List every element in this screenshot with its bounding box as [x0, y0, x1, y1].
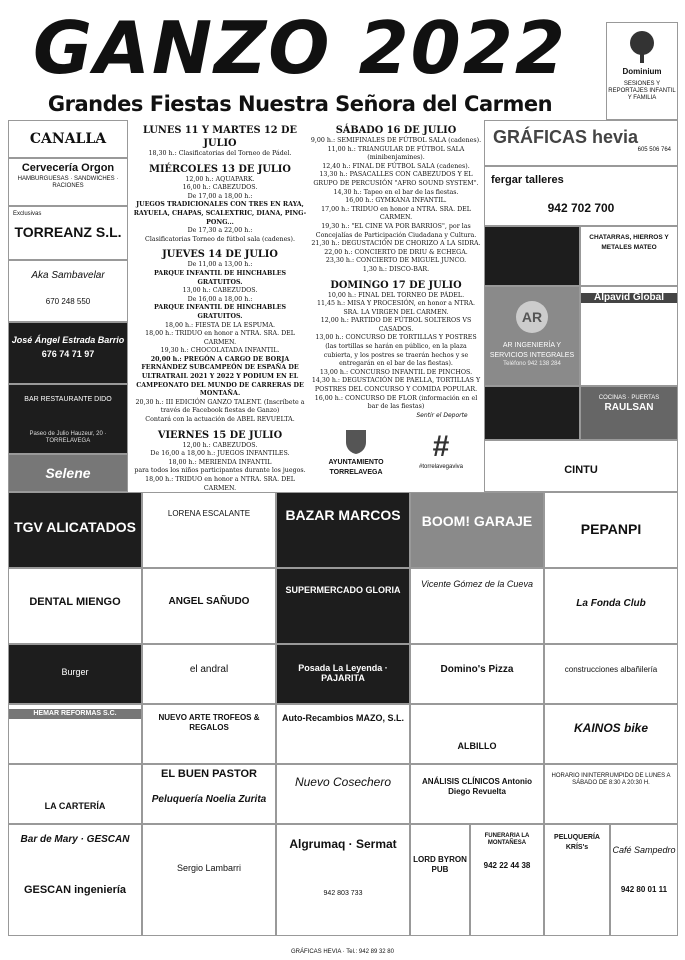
fergar-ad — [484, 166, 678, 226]
marcos-ad — [276, 492, 410, 568]
fergar-name: fergar talleres — [491, 174, 564, 186]
ayuntamiento-logo — [316, 428, 396, 488]
hashtag-icon: # — [432, 430, 450, 463]
akasambavelar-name: Aka Sambavelar — [31, 270, 105, 281]
angel-name: ANGEL SAÑUDO — [168, 596, 250, 607]
kriss-ad — [544, 824, 610, 936]
gloria-name: SUPERMERCADO GLORIA — [285, 585, 401, 595]
program-line: De 17,00 a 18,00 h.: — [187, 192, 253, 200]
program-line: 19,30 h.: "EL CINE VA POR BARRIOS", por las Concejalías de Participación Ciudadana y Cultura. — [315, 222, 477, 239]
sampedro-ad — [610, 824, 678, 936]
dark-promo-2 — [484, 386, 580, 440]
pepanpi-name: PEPANPI — [580, 521, 642, 537]
program-line: 9,00 h.: SEMIFINALES DE FÚTBOL SALA (cadenes). — [310, 137, 482, 144]
page-subtitle: Grandes Fiestas Nuestra Señora del Carmen — [47, 92, 553, 116]
day-heading: JUEVES 14 DE JULIO — [162, 249, 278, 261]
alpavid-name: Alpavid Global — [581, 293, 677, 303]
program-line: 16,00 h.: CONCURSO DE FLOR (información en el bar de las fiestas) — [314, 394, 478, 410]
canalla-ad — [8, 120, 128, 158]
construcciones-ad — [544, 644, 678, 704]
center-logos — [310, 408, 482, 490]
tgv-ad — [8, 492, 142, 568]
mary-gescan-ad — [8, 824, 142, 936]
kainos-name: KAINOS bike — [573, 721, 648, 735]
leyenda-ad — [276, 644, 410, 704]
lorena-name: LORENA ESCALANTE — [167, 509, 251, 518]
torreanz-name: TORREANZ S.L. — [14, 224, 122, 240]
footer-printer: GRÁFICAS HEVIA · Tel.: 942 89 32 80 — [291, 949, 394, 955]
dominium-ad — [606, 22, 678, 120]
pepanpi-ad — [544, 492, 678, 568]
day-heading: LUNES 11 Y MARTES 12 DE JULIO — [143, 125, 297, 149]
dark-promo — [484, 226, 580, 286]
cosechero-ad — [276, 764, 410, 824]
boom-name: BOOM! GARAJE — [421, 513, 533, 529]
pastor-ad — [142, 764, 276, 824]
carteria-name: LA CARTERÍA — [44, 801, 106, 811]
program-line: PARQUE INFANTIL DE HINCHABLES GRATUITOS. — [153, 269, 287, 286]
program-line: 13,30 h.: PASACALLES CON CABEZUDOS Y EL GRUPO DE PERCUSIÓN "AFRO SOUND SYSTEM". — [313, 171, 479, 187]
rumilsa-phone: 942 803 733 — [323, 890, 363, 897]
dido-ad — [8, 384, 128, 454]
vicente-ad — [410, 568, 544, 644]
raulsan-sub: COCINAS · PUERTAS — [598, 395, 660, 401]
burger-ad — [8, 644, 142, 704]
mazo-ad — [276, 704, 410, 764]
lordbyron-name: LORD BYRON PUB — [413, 855, 467, 874]
tgv-name: TGV ALICATADOS — [14, 519, 136, 535]
dominos-name: Domino's Pizza — [440, 664, 514, 675]
fonda-name: La Fonda Club — [576, 598, 646, 609]
program-line: 14,30 h.: Tapeo en el bar de las fiestas. — [333, 188, 459, 196]
estrada-name: José Ángel Estrada Barrio — [11, 335, 125, 345]
program-line: 11,00 h.: TRIANGULAR DE FÚTBOL SALA (minibenjamines). — [327, 145, 465, 162]
funeraria-phone: 942 22 44 38 — [483, 861, 531, 870]
lorena-ad — [142, 492, 276, 568]
program-line: Clasificatorias Torneo de fútbol sala (cadenes). — [145, 235, 295, 243]
program-line: De 16,00 a 18,00 h.: JUEGOS INFANTILES. — [150, 450, 290, 458]
day-heading: DOMINGO 17 DE JULIO — [330, 279, 462, 291]
program-line: JUEGOS TRADICIONALES CON TRES EN RAYA, RAYUELA, CHAPAS, SCALEXTRIC, DIANA, PING-PONG... — [133, 201, 307, 226]
ar-phone: Teléfono 942 138 284 — [503, 361, 561, 367]
burger-name: Burger — [61, 667, 89, 677]
program-line: 10,00 h.: FINAL DEL TORNEO DE PÁDEL. — [327, 291, 465, 299]
algrumaq-ad — [276, 824, 410, 936]
horario-ad — [544, 764, 678, 824]
horario-text: HORARIO ININTERRUMPIDO DE LUNES A SÁBADO DE 8:30 A 20:30 H. — [551, 773, 671, 786]
dido-name: BAR RESTAURANTE DIDO — [24, 396, 112, 403]
estrada-ad — [8, 322, 128, 384]
mateo-ad — [580, 226, 678, 286]
lambarri-name: Sergio Lambarri — [176, 863, 242, 873]
program-line: 23,30 h.: CONCIERTO DE MIGUEL JUNCO. — [325, 257, 467, 265]
dominium-tagline: SESIONES Y REPORTAJES INFANTIL Y FAMILIA — [608, 81, 676, 101]
program-line: De 16,00 a 18,00 h.: — [187, 295, 253, 303]
hevia-ad — [484, 120, 678, 166]
program-line: 18,00 h.: TRIDUO en honor a NTRA. SRA. DEL CARMEN. — [145, 476, 295, 490]
torreanz-sub: Exclusivas — [13, 211, 42, 217]
program-line: 21,30 h.: DEGUSTACIÓN DE CHORIZO A LA SIDRA. — [311, 240, 481, 248]
program-line: 18,30 h.: Clasificatorias del Torneo de Pádel. — [148, 150, 292, 157]
tree-icon — [607, 29, 677, 67]
nuevoarte-name: NUEVO ARTE TROFEOS & REGALOS — [158, 713, 260, 732]
selene-ad — [8, 454, 128, 492]
mazo-name: Auto-Recambios MAZO, S.L. — [281, 713, 404, 723]
dominos-ad — [410, 644, 544, 704]
program-line: 17,00 h.: TRIDUO en honor a NTRA. SRA. DEL CARMEN. — [321, 205, 471, 222]
estrada-phone: 676 74 71 97 — [41, 349, 95, 359]
ar-name: AR INGENIERÍA Y SERVICIOS INTEGRALES — [489, 342, 575, 359]
mateo-name: CHATARRAS, HIERROS Y METALES MATEO — [589, 234, 669, 251]
program-line: 1,30 h.: DISCO-BAR. — [362, 265, 430, 273]
program-line: 13,00 h.: CONCURSO DE TORTILLAS Y POSTRES (las tortillas se harán en público, en la plaza cubierta, y los postres se traerán hechos y se entregarán en el bar de las fiestas). — [315, 334, 477, 368]
program-line: PARQUE INFANTIL DE HINCHABLES GRATUITOS. — [153, 304, 287, 320]
andral-ad — [142, 644, 276, 704]
alpavid-ad — [580, 286, 678, 386]
ar-ad — [484, 286, 580, 386]
vicente-name: Vicente Gómez de la Cueva — [421, 579, 533, 589]
program-line: 16,00 h.: GYMKANA INFANTIL. — [345, 197, 447, 205]
orgon-name: Cervecería Orgon — [21, 162, 115, 174]
program-line: 13,00 h.: CONCURSO INFANTIL DE PINCHOS. — [319, 368, 473, 376]
fergar-phone: 942 702 700 — [547, 201, 615, 215]
akasambavelar-ad — [8, 260, 128, 322]
program-line: Contará con la actuación de ABEL REVUELTA. — [145, 416, 295, 424]
dominium-brand: Dominium — [622, 67, 662, 76]
analisis-ad — [410, 764, 544, 824]
kainos-ad — [544, 704, 678, 764]
sponsor-grid — [8, 492, 678, 944]
program-line: 11,45 h.: MISA Y PROCESIÓN, en honor a NTRA. SRA. LA VIRGEN DEL CARMEN. — [316, 300, 476, 316]
program-line: 18,00 h.: MERIENDA INFANTIL — [168, 458, 272, 466]
fonda-ad — [544, 568, 678, 644]
svg-text:AR: AR — [521, 309, 543, 325]
sentir-deporte: Sentir el Deporte — [416, 412, 468, 419]
day-heading: VIERNES 15 DE JULIO — [157, 429, 283, 441]
analisis-name: ANÁLISIS CLÍNICOS Antonio Diego Revuelta — [422, 777, 532, 796]
hashtag-text: #torrelavegaviva — [418, 464, 464, 470]
shield-icon — [316, 428, 396, 458]
program-right — [310, 120, 482, 410]
program-line: 12,00 h.: CABEZUDOS. — [182, 441, 258, 449]
cosechero-name: Nuevo Cosechero — [294, 775, 392, 789]
program-line: 13,00 h.: CABEZUDOS. — [182, 287, 258, 295]
program-line: 19,30 h.: CHOCOLATADA INFANTIL. — [160, 347, 280, 355]
albillo-ad — [410, 704, 544, 764]
orgon-ad — [8, 158, 128, 206]
akasambavelar-phone: 670 248 550 — [45, 297, 91, 306]
nuevoarte-ad — [142, 704, 276, 764]
albillo-name: ALBILLO — [457, 741, 497, 751]
leyenda-name: Posada La Leyenda · PAJARITA — [298, 663, 388, 683]
hashtag-logo — [410, 430, 472, 486]
program-line: 22,00 h.: CONCIERTO DE DRIU & ECHEGA. — [324, 248, 468, 256]
noelia-name: Peluquería Noelia Zurita — [151, 794, 267, 805]
ar-logo-icon — [485, 299, 579, 337]
boom-ad — [410, 492, 544, 568]
program-line: 16,00 h.: CABEZUDOS. — [182, 184, 258, 192]
program-line: 12,00 h.: AQUAPARK. — [185, 175, 255, 183]
hevia-name: GRÁFICAS hevia — [493, 127, 639, 147]
cafe-name: Café Sampedro — [612, 845, 676, 855]
ayuntamiento-name: AYUNTAMIENTO TORRELAVEGA — [328, 459, 384, 476]
kriss-name: PELUQUERÍA KRÍS's — [554, 834, 600, 851]
program-line: De 17,30 a 22,00 h.: — [187, 227, 253, 235]
gescan-name: GESCAN ingeniería — [23, 884, 127, 896]
gloria-ad — [276, 568, 410, 644]
raulsan-name: RAULSAN — [604, 402, 654, 413]
hemar-name: HEMAR REFORMAS S.C. — [9, 709, 141, 719]
day-heading: SÁBADO 16 DE JULIO — [335, 125, 457, 136]
cintu-name: CINTU — [564, 464, 598, 476]
hevia-phone: 605 506 764 — [637, 147, 671, 153]
torreanz-ad — [8, 206, 128, 260]
program-line: 12,00 h.: PARTIDO DE FÚTBOL SOLTEROS VS CASADOS. — [320, 317, 472, 333]
carteria-ad — [8, 764, 142, 824]
dental-ad — [8, 568, 142, 644]
lordbyron-ad — [410, 824, 470, 936]
funeraria-name: FUNERARIA LA MONTAÑESA — [484, 833, 530, 846]
program-line: 20,30 h.: III EDICIÓN GANZO TALENT. (Inscríbete a través de Facebook fiestas de Ganzo) — [135, 398, 305, 415]
selene-name: Selene — [45, 465, 91, 481]
canalla-name: CANALLA — [29, 131, 107, 147]
program-line: De 11,00 a 13,00 h.: — [187, 261, 253, 269]
program-line: 20,00 h.: PREGÓN A CARGO DE BORJA FERNÁNDEZ SUBCAMPEÓN DE ESPAÑA DE ULTRATRAIL 2021 Y 2022 Y PODIUM EN EL CAMPEONATO DEL MUNDO DE CARRERAS DE MONTAÑA. — [136, 355, 304, 398]
pastor-name: EL BUEN PASTOR — [161, 768, 257, 780]
cintu-ad — [484, 440, 678, 492]
mary-name: Bar de Mary · GESCAN — [20, 834, 130, 845]
program-line: 18,00 h.: FIESTA DE LA ESPUMA. — [164, 321, 276, 329]
hemar-ad — [8, 704, 142, 764]
angel-ad — [142, 568, 276, 644]
algrumaq-name: Algrumaq · Sermat — [289, 837, 397, 851]
page-title: GANZO 2022 — [33, 6, 567, 90]
program-line: 18,00 h.: TRIDUO en honor a NTRA. SRA. DEL CARMEN. — [145, 330, 295, 346]
program-line: 14,30 h.: DEGUSTACIÓN DE PAELLA, TORTILLAS Y POSTRES DEL CONCURSO Y COMIDA POPULAR. — [311, 377, 481, 394]
andral-name: el andral — [189, 664, 229, 675]
dido-sub: Paseo de Julio Hauzeur, 20 · TORRELAVEGA — [29, 431, 107, 444]
cafe-phone: 942 80 01 11 — [620, 885, 668, 894]
program-line: 12,40 h.: FINAL DE FÚTBOL SALA (cadenes). — [322, 162, 470, 170]
construcciones-name: construcciones albañilería — [564, 665, 658, 674]
day-heading: MIÉRCOLES 13 DE JULIO — [149, 163, 291, 175]
funeraria-ad — [470, 824, 544, 936]
orgon-sub: HAMBURGUESAS · SANDWICHES · RACIONES — [17, 176, 119, 189]
raulsan-ad — [580, 386, 678, 440]
lambarri-ad — [142, 824, 276, 936]
program-left — [132, 120, 308, 490]
dental-name: DENTAL MIENGO — [29, 596, 121, 608]
program-line: para todos los niños participantes durante los juegos. — [134, 467, 306, 475]
marcos-name: BAZAR MARCOS — [285, 507, 401, 523]
